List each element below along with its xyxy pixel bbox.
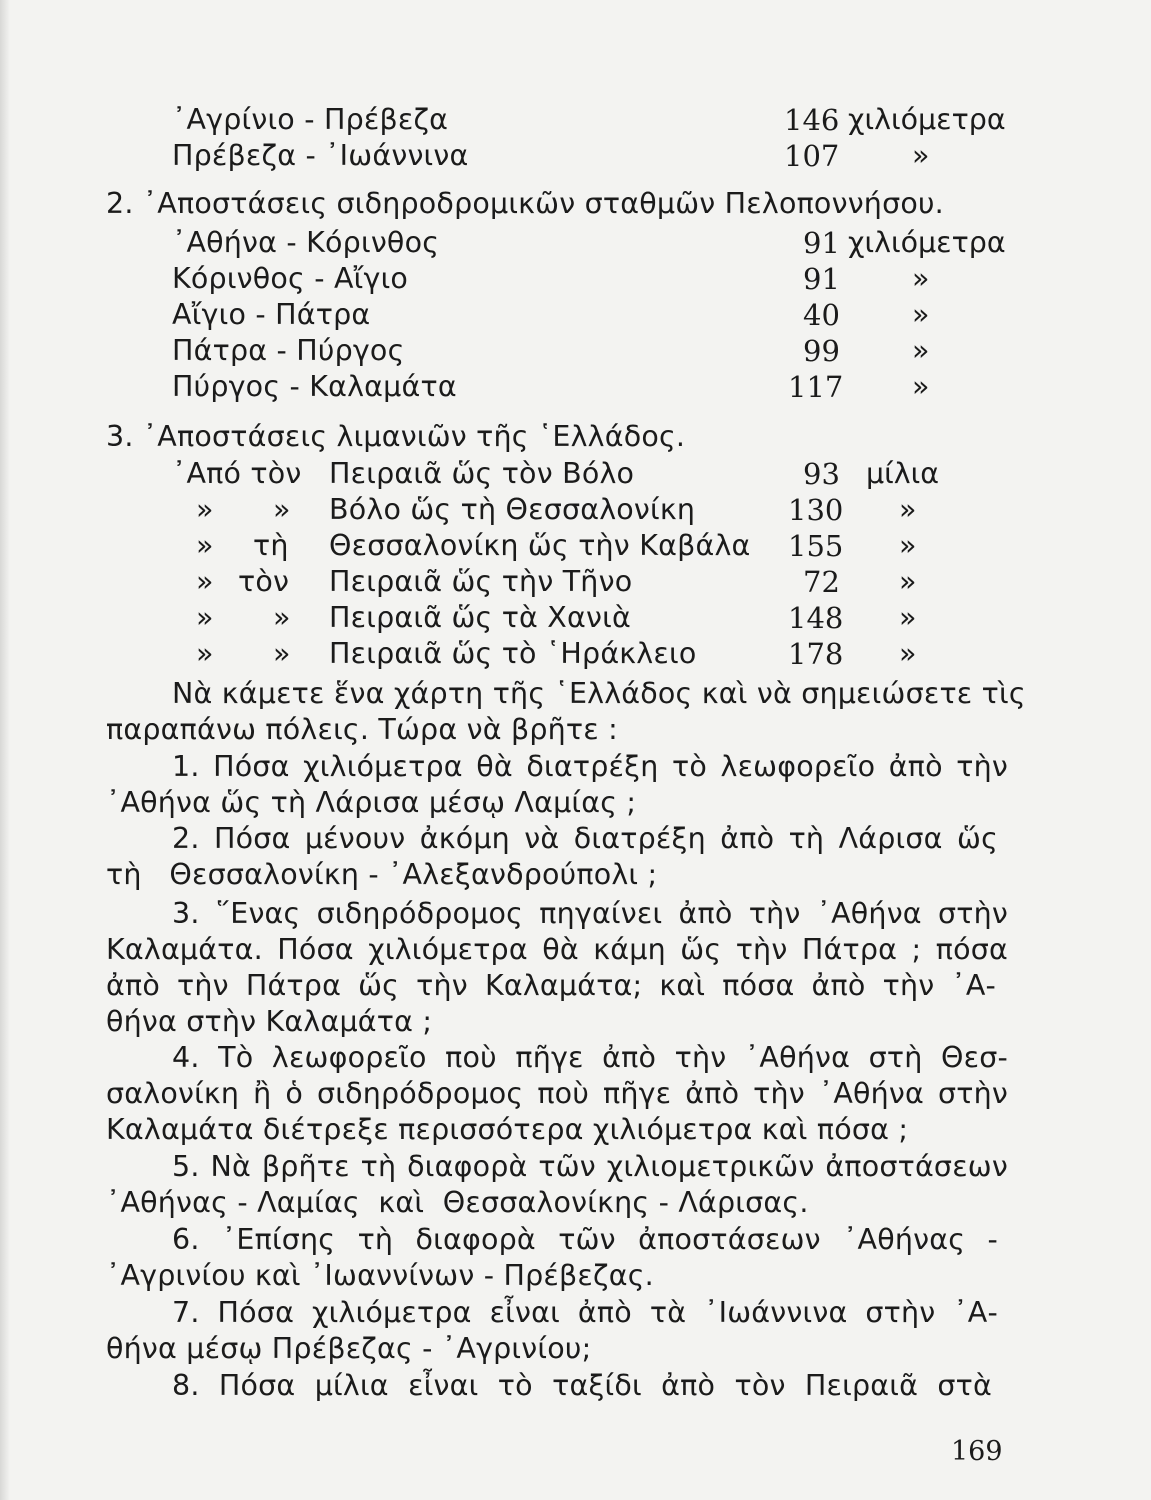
question-line: Καλαμάτα. Πόσα χιλιόμετρα θὰ κάμη ὥς τὴν Πάτρα ; πόσα xyxy=(106,933,1008,966)
body-text-line: παραπάνω πόλεις. Τώρα νὰ βρῆτε : xyxy=(106,713,618,746)
port-unit: » xyxy=(899,565,917,598)
question-line: ᾿Αθήνα ὥς τὴ Λάρισα μέσῳ Λαμίας ; xyxy=(106,786,637,819)
route-unit: χιλιόμετρα xyxy=(848,103,1006,136)
article-label: τὸν xyxy=(238,565,290,598)
rail-route-unit: » xyxy=(912,262,930,295)
port-from-label: ᾿Από τὸν xyxy=(172,457,302,490)
rail-route-label: Αἴγιο - Πάτρα xyxy=(172,298,371,331)
route-label: ᾿Αγρίνιο - Πρέβεζα xyxy=(172,103,449,136)
route-distance: 107 xyxy=(784,139,840,173)
port-route-label: Θεσσαλονίκη ὥς τὴν Καβάλα xyxy=(329,529,751,562)
rail-route-label: Πύργος - Καλαμάτα xyxy=(172,370,457,403)
rail-route-unit: χιλιόμετρα xyxy=(848,226,1006,259)
port-distance: 130 xyxy=(788,493,844,527)
route-label: Πρέβεζα - ᾿Ιωάννινα xyxy=(172,139,469,172)
ditto-mark: » xyxy=(273,637,291,670)
ditto-mark: » xyxy=(196,601,214,634)
port-route-label: Πειραιᾶ ὥς τὰ Χανιὰ xyxy=(329,601,631,634)
rail-route-label: ᾿Αθήνα - Κόρινθος xyxy=(172,226,440,259)
port-distance: 178 xyxy=(788,637,844,671)
rail-route-unit: » xyxy=(912,370,930,403)
port-route-label: Πειραιᾶ ὥς τὸ ῾Ηράκλειο xyxy=(329,637,697,670)
question-line: 3. ῞Ενας σιδηρόδρομος πηγαίνει ἀπὸ τὴν ᾿Αθήνα στὴν xyxy=(172,897,1008,930)
rail-route-distance: 117 xyxy=(788,370,844,404)
article-label: τὴ xyxy=(253,529,289,562)
body-text-line: Νὰ κάμετε ἕνα χάρτη τῆς ῾Ελλάδος καὶ νὰ σημειώσετε τὶς xyxy=(172,677,1026,710)
port-unit: » xyxy=(899,529,917,562)
question-line: 7. Πόσα χιλιόμετρα εἶναι ἀπὸ τὰ ᾿Ιωάννινα στὴν ᾿Α- xyxy=(172,1296,998,1329)
port-unit: » xyxy=(899,601,917,634)
port-route-label: Πειραιᾶ ὥς τὴν Τῆνο xyxy=(329,565,633,598)
ditto-mark: » xyxy=(196,529,214,562)
question-line: θήνα μέσῳ Πρέβεζας - ᾿Αγρινίου; xyxy=(106,1332,592,1365)
question-line: 1. Πόσα χιλιόμετρα θὰ διατρέξη τὸ λεωφορεῖο ἀπὸ τὴν xyxy=(172,750,1008,783)
port-route-label: Βόλο ὥς τὴ Θεσσαλονίκη xyxy=(329,493,696,526)
route-distance: 146 xyxy=(784,103,840,137)
question-line: ᾿Αγρινίου καὶ ᾿Ιωαννίνων - Πρέβεζας. xyxy=(106,1259,654,1292)
rail-route-label: Πάτρα - Πύργος xyxy=(172,334,405,367)
question-line: 4. Τὸ λεωφορεῖο ποὺ πῆγε ἀπὸ τὴν ᾿Αθήνα στὴ Θεσ- xyxy=(172,1041,1008,1074)
port-unit: μίλια xyxy=(866,457,940,490)
question-line: 6. ᾿Επίσης τὴ διαφορὰ τῶν ἀποστάσεων ᾿Αθήνας - xyxy=(172,1223,998,1256)
port-distance: 155 xyxy=(788,529,844,563)
port-route-label: Πειραιᾶ ὥς τὸν Βόλο xyxy=(329,457,635,490)
page-number: 169 xyxy=(951,1436,1003,1467)
scan-edge-shadow xyxy=(0,0,10,1500)
question-line: σαλονίκη ἢ ὁ σιδηρόδρομος ποὺ πῆγε ἀπὸ τὴν ᾿Αθήνα στὴν xyxy=(106,1077,1008,1110)
rail-route-distance: 91 xyxy=(803,226,840,260)
question-line: Καλαμάτα διέτρεξε περισσότερα χιλιόμετρα καὶ πόσα ; xyxy=(106,1113,909,1146)
section-heading: 3. ᾿Αποστάσεις λιμανιῶν τῆς ῾Ελλάδος. xyxy=(106,420,686,453)
question-line: θήνα στὴν Καλαμάτα ; xyxy=(106,1005,433,1038)
port-unit: » xyxy=(899,637,917,670)
ditto-mark: » xyxy=(273,493,291,526)
question-line: τὴ Θεσσαλονίκη - ᾿Αλεξανδρούπολι ; xyxy=(106,858,658,891)
ditto-mark: » xyxy=(273,601,291,634)
rail-route-unit: » xyxy=(912,334,930,367)
rail-route-distance: 99 xyxy=(803,334,840,368)
question-line: ᾿Αθήνας - Λαμίας καὶ Θεσσαλονίκης - Λάρισας. xyxy=(106,1186,809,1219)
question-line: ἀπὸ τὴν Πάτρα ὥς τὴν Καλαμάτα; καὶ πόσα ἀπὸ τὴν ᾿Α- xyxy=(106,969,996,1002)
port-distance: 148 xyxy=(788,601,844,635)
rail-route-unit: » xyxy=(912,298,930,331)
port-unit: » xyxy=(899,493,917,526)
section-heading: 2. ᾿Αποστάσεις σιδηροδρομικῶν σταθμῶν Πελοποννήσου. xyxy=(106,187,944,220)
question-line: 2. Πόσα μένουν ἀκόμη νὰ διατρέξη ἀπὸ τὴ Λάρισα ὥς xyxy=(172,822,998,855)
port-distance: 72 xyxy=(803,565,840,599)
question-line: 5. Νὰ βρῆτε τὴ διαφορὰ τῶν χιλιομετρικῶν ἀποστάσεων xyxy=(172,1150,1008,1183)
rail-route-distance: 91 xyxy=(803,262,840,296)
route-unit: » xyxy=(912,139,930,172)
port-distance: 93 xyxy=(803,457,840,491)
question-line: 8. Πόσα μίλια εἶναι τὸ ταξίδι ἀπὸ τὸν Πειραιᾶ στὰ xyxy=(172,1369,992,1402)
ditto-mark: » xyxy=(196,565,214,598)
rail-route-label: Κόρινθος - Αἴγιο xyxy=(172,262,409,295)
ditto-mark: » xyxy=(196,637,214,670)
ditto-mark: » xyxy=(196,493,214,526)
rail-route-distance: 40 xyxy=(803,298,840,332)
